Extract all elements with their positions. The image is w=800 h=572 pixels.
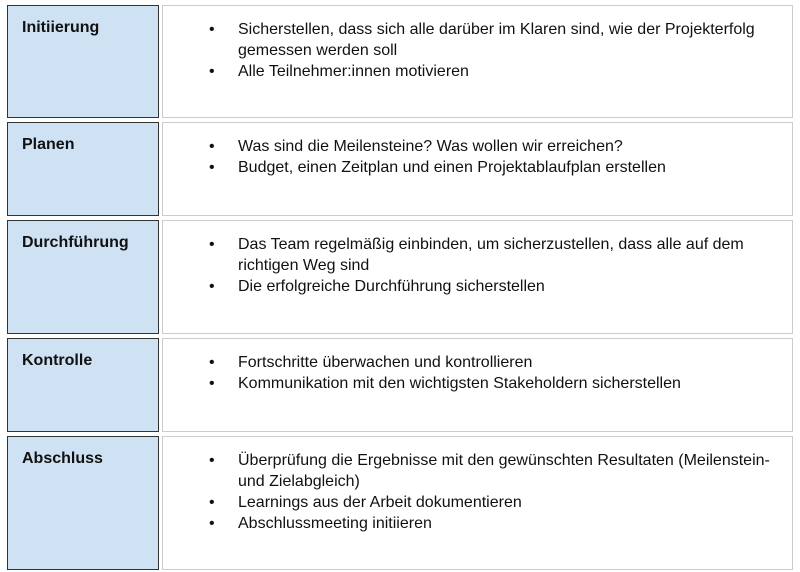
list-item: • Überprüfung die Ergebnisse mit den gewünschten Resultaten (Meilenstein- und Zielabgleich): [238, 450, 798, 492]
phase-content: [162, 122, 793, 216]
phase-row-planen: [7, 122, 793, 216]
phase-row-durchfuehrung: [7, 220, 793, 334]
list-item: • Kommunikation mit den wichtigsten Stakeholdern sicherstellen: [238, 373, 792, 394]
phase-title: Durchführung: [7, 220, 159, 334]
list-item: • Alle Teilnehmer:innen motivieren: [238, 61, 798, 82]
phase-title: Initiierung: [7, 5, 159, 118]
list-item: • Learnings aus der Arbeit dokumentieren: [238, 492, 798, 513]
list-item: • Was sind die Meilensteine? Was wollen wir erreichen?: [238, 136, 792, 157]
phase-row-abschluss: [7, 436, 793, 570]
list-item: • Fortschritte überwachen und kontrollieren: [238, 352, 792, 373]
phase-title: Planen: [7, 122, 159, 216]
phase-content: [162, 436, 793, 570]
phase-title: Abschluss: [7, 436, 159, 570]
phase-title: Kontrolle: [7, 338, 159, 432]
list-item: • Die erfolgreiche Durchführung sicherstellen: [238, 276, 798, 297]
phase-row-kontrolle: [7, 338, 793, 432]
list-item: • Das Team regelmäßig einbinden, um sicherzustellen, dass alle auf dem richtigen Weg sind: [238, 234, 798, 276]
list-item: • Budget, einen Zeitplan und einen Projektablaufplan erstellen: [238, 157, 792, 178]
list-item: • Sicherstellen, dass sich alle darüber im Klaren sind, wie der Projekterfolg gemessen werden soll: [238, 19, 798, 61]
phase-content: [162, 338, 793, 432]
phase-content: [162, 220, 793, 334]
phase-row-initiierung: [7, 5, 793, 118]
list-item: • Abschlussmeeting initiieren: [238, 513, 798, 534]
phase-content: [162, 5, 793, 118]
